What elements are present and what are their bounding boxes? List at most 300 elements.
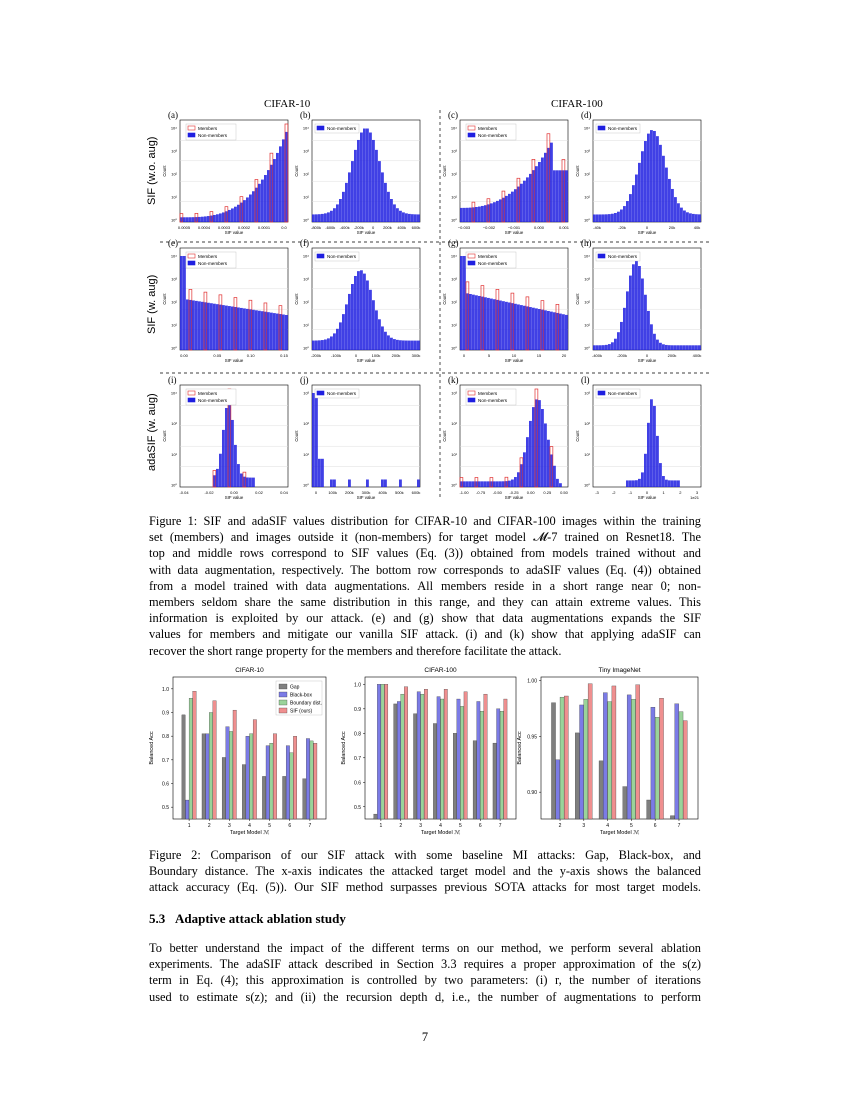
y-tick-label: 10³ (584, 276, 590, 282)
y-tick-label: 10¹ (303, 451, 309, 457)
bar (262, 776, 265, 819)
x-tick-label: −0.001 (507, 225, 521, 230)
caption-line: set (members) and images outside it (non-members) for target model 𝓜-7 trained on Resnet18. The (149, 530, 701, 545)
legend-swatch (279, 684, 287, 689)
x-tick-label: 0.25 (543, 490, 552, 495)
x-tick-label: 0.0 (281, 225, 287, 230)
bar (384, 684, 387, 819)
y-tick-label: 10³ (171, 148, 177, 154)
figure-1-caption (149, 513, 701, 659)
caption-line: Figure 2: Comparison of our SIF attack with some baseline MI attacks: Gap, Black-box, and (149, 848, 701, 862)
y-tick-label: 10⁴ (450, 253, 457, 259)
x-tick-label: -200k (310, 353, 322, 358)
x-tick-label: 10 (511, 353, 517, 358)
col-title-cifar10: CIFAR-10 (264, 98, 311, 110)
section-title: Adaptive attack ablation study (175, 911, 346, 926)
x-tick-label: -400k (591, 353, 603, 358)
y-tick-label: 10⁰ (302, 217, 309, 223)
panel-letter: (j) (300, 375, 309, 385)
legend-label: Members (478, 391, 498, 396)
x-tick-label: 200k (667, 353, 677, 358)
bar (303, 779, 306, 819)
x-tick-label: 0.00 (526, 490, 535, 495)
bar (424, 689, 427, 819)
x-tick-label: 0 (645, 353, 649, 358)
x-tick-label: 2 (679, 490, 682, 495)
y-tick-label: 10⁰ (302, 345, 309, 351)
y-tick-label: 1.0 (162, 686, 169, 693)
row-label-sif-wo-aug: SIF (w.o. aug) (146, 136, 158, 205)
legend-swatch (279, 708, 287, 713)
x-tick-label: 40k (693, 225, 701, 230)
y-tick-label: 10⁴ (170, 253, 177, 259)
x-tick-label: 300k (411, 353, 421, 358)
x-axis-label: SIF value (504, 495, 524, 500)
x-tick-label: 4 (248, 823, 251, 829)
y-tick-label: 10¹ (584, 194, 590, 200)
bar (484, 694, 487, 819)
panel-letter: (d) (581, 110, 592, 120)
bar (185, 800, 188, 819)
y-tick-label: 0.6 (162, 781, 169, 788)
x-tick-label: 0 (462, 353, 466, 358)
x-axis-label: SIF value (637, 495, 657, 500)
bar (460, 706, 463, 819)
y-tick-label: 0.95 (527, 734, 537, 741)
x-tick-label: 200k (383, 225, 392, 230)
bar (266, 746, 269, 819)
y-tick-label: 10⁴ (302, 253, 309, 259)
bar (397, 701, 400, 819)
caption-line: Figure 1: SIF and adaSIF values distribution for CIFAR-10 and CIFAR-100 images within the training (149, 514, 701, 528)
bar (675, 704, 679, 819)
x-tick-label: 0 (645, 490, 649, 495)
x-tick-label: -600k (325, 225, 336, 230)
panel-letter: (h) (581, 238, 592, 248)
y-tick-label: 10¹ (451, 451, 457, 457)
x-tick-label: 4 (439, 823, 442, 829)
bar (417, 692, 420, 819)
bar (679, 712, 683, 819)
y-tick-label: 10⁴ (302, 125, 309, 131)
bar (441, 699, 444, 819)
x-tick-label: 5 (458, 823, 462, 829)
x-tick-label: -2 (611, 490, 616, 495)
y-tick-label: 1.0 (354, 682, 361, 689)
x-tick-label: -0.75 (476, 490, 486, 495)
x-tick-label: -800k (310, 225, 322, 230)
x-tick-label: 300k (361, 490, 371, 495)
y-tick-label: 10¹ (171, 451, 177, 457)
y-tick-label: 10⁰ (170, 482, 177, 488)
caption-line: information is exploited by our attack. (e) and (g) show that data augmentations expands the SIF (149, 611, 701, 626)
x-tick-label: -1 (628, 490, 633, 495)
y-axis-label: Count (442, 165, 447, 177)
x-tick-label: -0.04 (179, 490, 189, 495)
y-tick-label: 10¹ (171, 194, 177, 200)
y-tick-label: 0.9 (162, 710, 169, 717)
legend-label: Non-members (327, 126, 357, 131)
y-tick-label: 10² (171, 421, 177, 427)
x-tick-label: 6 (288, 823, 292, 829)
x-tick-label: -200k (616, 353, 628, 358)
y-tick-label: 0.6 (354, 780, 361, 787)
bar (286, 746, 289, 819)
panel-letter: (f) (300, 238, 309, 248)
y-axis-label: Count (442, 430, 447, 442)
x-tick-label: 1 (379, 823, 383, 829)
chart-title: CIFAR-10 (235, 667, 264, 674)
legend-label: Non-members (198, 133, 228, 138)
x-tick-label: 7 (308, 823, 312, 829)
legend-label: Non-members (478, 133, 508, 138)
page-number: 7 (421, 1030, 429, 1044)
bar (683, 721, 687, 819)
row-label-adasif-w-aug: adaSIF (w. aug) (146, 393, 158, 471)
legend-label: Non-members (327, 391, 357, 396)
bar (477, 701, 480, 819)
x-tick-label: 0.000 (533, 225, 545, 230)
bar (599, 761, 603, 819)
bar (293, 736, 296, 819)
y-tick-label: 10⁰ (583, 482, 590, 488)
y-tick-label: 0.8 (162, 734, 169, 741)
legend-label: Non-members (198, 261, 228, 266)
y-tick-label: 10¹ (584, 322, 590, 328)
x-tick-label: 200k (344, 490, 354, 495)
bar (580, 705, 584, 819)
x-tick-label: 0.50 (560, 490, 568, 495)
legend-label: Members (198, 254, 218, 259)
y-tick-label: 10² (303, 299, 309, 305)
y-axis-label: Count (575, 293, 580, 305)
bar (209, 713, 212, 820)
x-tick-label: 0.15 (280, 353, 288, 358)
bar (250, 734, 253, 819)
y-tick-label: 10¹ (584, 451, 590, 457)
bar (575, 733, 579, 819)
x-tick-label: 100k (371, 353, 381, 358)
x-tick-label: 3 (695, 490, 699, 495)
y-axis-label: Count (162, 165, 167, 177)
bar (453, 733, 456, 819)
paragraph-line: To better understand the impact of the different terms on our method, we perform several ablation (149, 941, 701, 955)
bar (457, 699, 460, 819)
panel-letter: (e) (168, 238, 178, 248)
x-tick-label: 5 (268, 823, 272, 829)
bar (651, 707, 655, 819)
x-tick-label: 0 (354, 353, 358, 358)
y-tick-label: 1.00 (527, 678, 537, 685)
x-tick-label: -0.02 (204, 490, 214, 495)
x-axis-label: SIF value (224, 358, 244, 363)
y-tick-label: 10⁰ (450, 482, 457, 488)
caption-line: top and middle rows correspond to SIF values (Eq. (3)) obtained from models trained without and (149, 546, 701, 561)
x-tick-label: 600k (411, 225, 421, 230)
x-axis-label: Target Model ℳ (599, 830, 640, 836)
x-tick-label: 15 (536, 353, 542, 358)
y-tick-label: 0.8 (354, 731, 361, 738)
y-axis-label: Balanced Acc (341, 731, 347, 765)
y-tick-label: 0.5 (354, 804, 361, 811)
caption-line: recover the short range property for the members and therefore facilitate the attack. (149, 643, 562, 658)
y-tick-label: 10³ (451, 390, 457, 396)
y-axis-label: Count (294, 430, 299, 442)
bar (206, 734, 209, 819)
y-tick-label: 10² (584, 171, 590, 177)
bar (647, 800, 651, 819)
x-tick-label: 0.04 (280, 490, 288, 495)
bar (564, 696, 568, 819)
caption-line: values for members and mitigate our vanilla SIF attack. (i) and (k) show that applying adaSIF can (149, 627, 701, 642)
y-axis-label: Count (162, 430, 167, 442)
x-tick-label: 0.0002 (237, 225, 251, 230)
legend-label: Non-members (327, 254, 357, 259)
panel-letter: (c) (448, 110, 458, 120)
y-tick-label: 10² (584, 299, 590, 305)
y-axis-label: Balanced Acc (517, 731, 523, 765)
bar (246, 736, 249, 819)
x-tick-label: 400k (397, 225, 407, 230)
y-axis-label: Count (575, 430, 580, 442)
x-tick-label: 0 (314, 490, 318, 495)
col-title-cifar100: CIFAR-100 (551, 98, 603, 110)
bar (437, 697, 440, 819)
bar (659, 698, 663, 819)
y-tick-label: 10⁴ (583, 253, 590, 259)
legend-label: Non-members (608, 126, 638, 131)
y-tick-label: 0.9 (354, 706, 361, 713)
caption-line: members seldom share the same distribution in this range, and they can attain extreme values. This (149, 595, 701, 610)
row-label-sif-w-aug: SIF (w. aug) (146, 274, 158, 334)
bar (242, 765, 245, 819)
x-tick-label: 5 (487, 353, 491, 358)
section-heading (149, 911, 346, 927)
y-tick-label: 10¹ (303, 322, 309, 328)
x-tick-label: 0.00 (180, 353, 188, 358)
legend-label: Members (198, 391, 218, 396)
x-tick-label: 2 (399, 823, 403, 829)
x-tick-label: -100k (330, 353, 342, 358)
bar (493, 743, 496, 819)
legend-label: Boundary dist. (290, 700, 322, 707)
y-tick-label: 0.7 (162, 757, 169, 764)
bar (497, 709, 500, 819)
y-tick-label: 10³ (303, 390, 309, 396)
panel-letter: (k) (448, 375, 459, 385)
panel-letter: (i) (168, 375, 177, 385)
x-tick-label: 6 (478, 823, 482, 829)
bar (504, 699, 507, 819)
x-tick-label: 20k (668, 225, 676, 230)
bar (182, 715, 185, 819)
y-tick-label: 10⁰ (583, 217, 590, 223)
bar-chart-1 (149, 667, 326, 836)
x-tick-label: 600k (411, 490, 421, 495)
bar (603, 693, 607, 819)
legend-label: Non-members (608, 254, 638, 259)
y-tick-label: 10⁰ (302, 482, 309, 488)
legend-swatch (279, 692, 287, 697)
bar (229, 731, 232, 819)
bar (612, 686, 616, 819)
section-number: 5.3 (149, 911, 166, 926)
bar (608, 702, 612, 819)
y-tick-label: 10² (303, 171, 309, 177)
x-axis-label: SIF value (224, 230, 244, 235)
y-tick-label: 10⁰ (170, 345, 177, 351)
axis-offset-label: 1e21 (690, 495, 699, 500)
y-tick-label: 10² (303, 421, 309, 427)
bar (480, 711, 483, 819)
bar (413, 714, 416, 819)
y-tick-label: 10³ (171, 276, 177, 282)
x-axis-label: SIF value (356, 230, 376, 235)
bar (670, 816, 674, 819)
bar (233, 710, 236, 819)
caption-line: Boundary distance. The x-axis indicates the attacked target model and the y-axis shows the balanced (149, 864, 701, 879)
x-tick-label: 0.02 (255, 490, 263, 495)
chart-title: CIFAR-100 (424, 667, 457, 674)
bar (381, 684, 384, 819)
panel-letter: (b) (300, 110, 311, 120)
bar (401, 694, 404, 819)
legend-swatch (279, 700, 287, 705)
bar (627, 695, 631, 819)
bar (404, 687, 407, 819)
bar (374, 814, 377, 819)
panel-letter: (l) (581, 375, 590, 385)
legend-label: Non-members (478, 398, 508, 403)
legend-label: Members (478, 126, 498, 131)
y-tick-label: 10¹ (451, 194, 457, 200)
bar (377, 684, 380, 819)
bar (631, 699, 635, 819)
y-tick-label: 10³ (451, 148, 457, 154)
x-tick-label: -3 (595, 490, 599, 495)
legend-label: Gap (290, 684, 300, 691)
caption-line: with data augmentation, respectively. The bottom row corresponds to adaSIF values (Eq. (4)) obtained (149, 562, 701, 577)
x-tick-label: 6 (653, 823, 657, 829)
x-tick-label: 0.0005 (177, 225, 191, 230)
bar (270, 743, 273, 819)
y-tick-label: 10² (451, 421, 457, 427)
bar (189, 698, 192, 819)
paragraph-line: used to estimate s(z); and (ii) the recursion depth d, i.e., the number of augmentations to perform (149, 989, 701, 1004)
x-tick-label: 500k (394, 490, 404, 495)
bar (623, 787, 627, 819)
x-tick-label: 0.05 (213, 353, 222, 358)
x-tick-label: -1.00 (459, 490, 469, 495)
y-tick-label: 10² (451, 171, 457, 177)
x-tick-label: 3 (419, 823, 423, 829)
paragraph-line: experiments. The adaSIF attack described in Section 3.3 requires a proper approximation of the s(z) (149, 957, 701, 972)
bar (444, 689, 447, 819)
y-tick-label: 10¹ (303, 194, 309, 200)
bar (213, 701, 216, 819)
paragraph-line: term in Eq. (4); this approximation is controlled by two parameters: (i) r, the number of iterations (149, 973, 701, 988)
y-axis-label: Count (294, 165, 299, 177)
bar (421, 694, 424, 819)
bar (464, 692, 467, 819)
y-tick-label: 10⁴ (170, 125, 177, 131)
x-axis-label: SIF value (224, 495, 244, 500)
x-tick-label: 7 (677, 823, 681, 829)
bar (584, 699, 588, 819)
y-tick-label: 0.7 (354, 755, 361, 762)
bar (306, 739, 309, 819)
y-tick-label: 10³ (303, 276, 309, 282)
bar (253, 720, 256, 819)
x-axis-label: SIF value (356, 495, 376, 500)
bar (394, 704, 397, 819)
x-tick-label: 100k (328, 490, 338, 495)
x-tick-label: -0.25 (509, 490, 519, 495)
legend-label: Non-members (198, 398, 228, 403)
x-tick-label: 7 (498, 823, 502, 829)
bar (560, 697, 564, 819)
x-tick-label: 0.00 (230, 490, 238, 495)
y-tick-label: 0.5 (162, 805, 169, 812)
bar-chart-3 (517, 667, 698, 836)
y-tick-label: 10¹ (451, 322, 457, 328)
x-tick-label: 1 (187, 823, 191, 829)
x-tick-label: -40k (593, 225, 601, 230)
y-axis-label: Count (294, 293, 299, 305)
x-tick-label: 3 (227, 823, 231, 829)
legend-label: Non-members (478, 261, 508, 266)
x-tick-label: 2 (207, 823, 211, 829)
panel-letter: (g) (448, 238, 459, 248)
y-tick-label: 10³ (584, 148, 590, 154)
y-tick-label: 10¹ (171, 322, 177, 328)
y-tick-label: 10² (171, 299, 177, 305)
legend-label: Non-members (608, 391, 638, 396)
x-tick-label: 0.0001 (257, 225, 271, 230)
bar (500, 711, 503, 819)
x-tick-label: −0.003 (457, 225, 471, 230)
x-tick-label: 200k (391, 353, 401, 358)
x-tick-label: 5 (630, 823, 633, 829)
x-tick-label: −0.002 (482, 225, 496, 230)
x-tick-label: 2 (558, 823, 562, 829)
x-tick-label: 20 (561, 353, 567, 358)
x-tick-label: -400k (339, 225, 350, 230)
bar (310, 741, 313, 819)
x-tick-label: 0.10 (246, 353, 255, 358)
y-tick-label: 10³ (303, 148, 309, 154)
caption-line: from a model trained with data augmentations. All members reside in a short range near 0; non- (149, 578, 701, 593)
bar (433, 724, 436, 819)
y-tick-label: 10⁰ (450, 345, 457, 351)
bar (588, 684, 592, 819)
legend-label: SIF (ours) (290, 708, 313, 715)
x-tick-label: -0.50 (492, 490, 502, 495)
x-tick-label: 1 (662, 490, 665, 495)
y-axis-label: Balanced Acc (149, 731, 155, 765)
bar (551, 703, 555, 819)
x-axis-label: SIF value (504, 230, 524, 235)
y-tick-label: 10⁰ (450, 217, 457, 223)
y-tick-label: 10² (171, 171, 177, 177)
y-tick-label: 10⁴ (583, 125, 590, 131)
bar (314, 743, 317, 819)
y-tick-label: 10⁴ (170, 390, 177, 396)
body-paragraph (149, 940, 701, 1005)
legend-label: Members (478, 254, 498, 259)
x-tick-label: 4 (606, 823, 609, 829)
x-tick-label: 0.001 (558, 225, 570, 230)
